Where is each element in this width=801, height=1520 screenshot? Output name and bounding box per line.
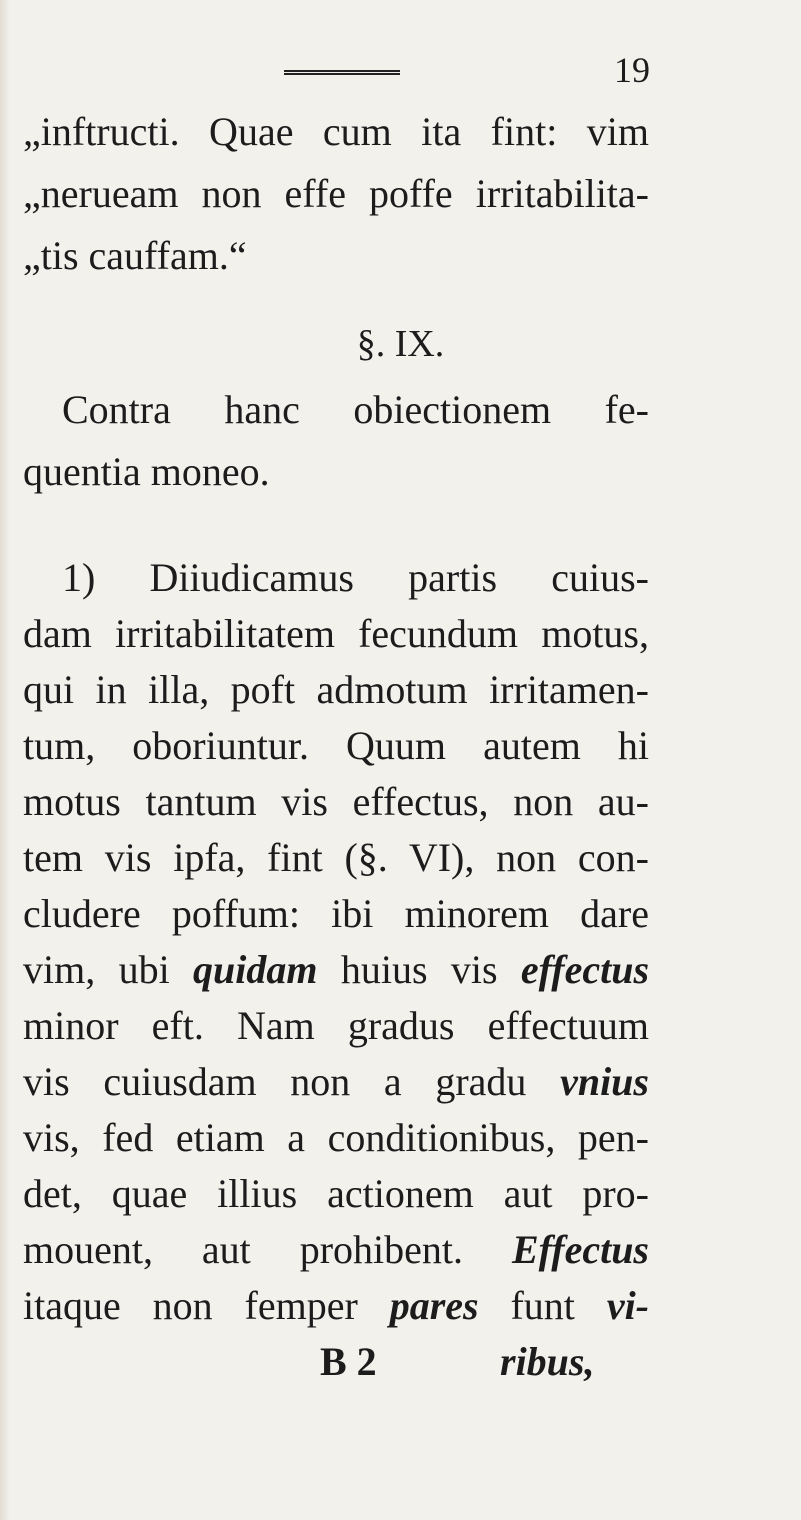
header-rule [284, 70, 400, 75]
italic-word: effectus [520, 947, 650, 992]
text-span: funt [478, 1283, 607, 1328]
paragraph-line-9: minor eft. Nam gradus effectuum [23, 1003, 649, 1048]
paragraph-line-12: det, quae illius actionem aut pro- [23, 1171, 649, 1216]
text-span: mouent, aut prohibent. [23, 1227, 512, 1272]
italic-word: vi- [606, 1283, 649, 1328]
italic-word: quidam [193, 947, 318, 992]
quote-line-2: „nerueam non effe poffe irritabilita- [23, 171, 649, 216]
paragraph-line-4: tum, oboriuntur. Quum autem hi [23, 723, 649, 768]
text-span: vis cuiusdam non a gradu [23, 1059, 561, 1104]
italic-word: Effectus [511, 1227, 649, 1272]
intro-line-2: quentia moneo. [23, 449, 270, 494]
paragraph-line-5: motus tantum vis effectus, non au- [23, 779, 649, 824]
paragraph-line-3: qui in illa, poft admotum irritamen- [23, 667, 649, 712]
paragraph-line-7: cludere poffum: ibi minorem dare [23, 891, 649, 936]
page-number: 19 [614, 50, 650, 90]
section-heading: §. IX. [356, 323, 445, 365]
text-span: itaque non femper [23, 1283, 390, 1328]
paragraph-line-8 [23, 946, 649, 994]
paragraph-line-1: 1) Diiudicamus partis cuius- [62, 555, 649, 600]
text-span: huius vis [317, 947, 521, 992]
signature-mark: B 2 [320, 1339, 377, 1384]
italic-word: ribus, [500, 1339, 595, 1384]
quote-line-1: „inftructi. Quae cum ita fint: vim [23, 109, 649, 154]
italic-word: pares [389, 1283, 479, 1328]
paragraph-line-11: vis, fed etiam a conditionibus, pen- [23, 1115, 649, 1160]
catchword [500, 1338, 595, 1386]
paragraph-line-6: tem vis ipfa, fint (§. VI), non con- [23, 835, 649, 880]
text-span: vim, ubi [23, 947, 194, 992]
paragraph-line-10 [23, 1058, 649, 1106]
quote-line-3: „tis cauffam.“ [23, 233, 247, 278]
intro-line-1: Contra hanc obiectionem fe- [62, 387, 649, 432]
paragraph-line-2: dam irritabilitatem fecundum motus, [23, 611, 649, 656]
page-gutter [0, 0, 10, 1520]
paragraph-line-14 [23, 1282, 649, 1330]
italic-word: vnius [560, 1059, 649, 1104]
paragraph-line-13 [23, 1226, 649, 1274]
